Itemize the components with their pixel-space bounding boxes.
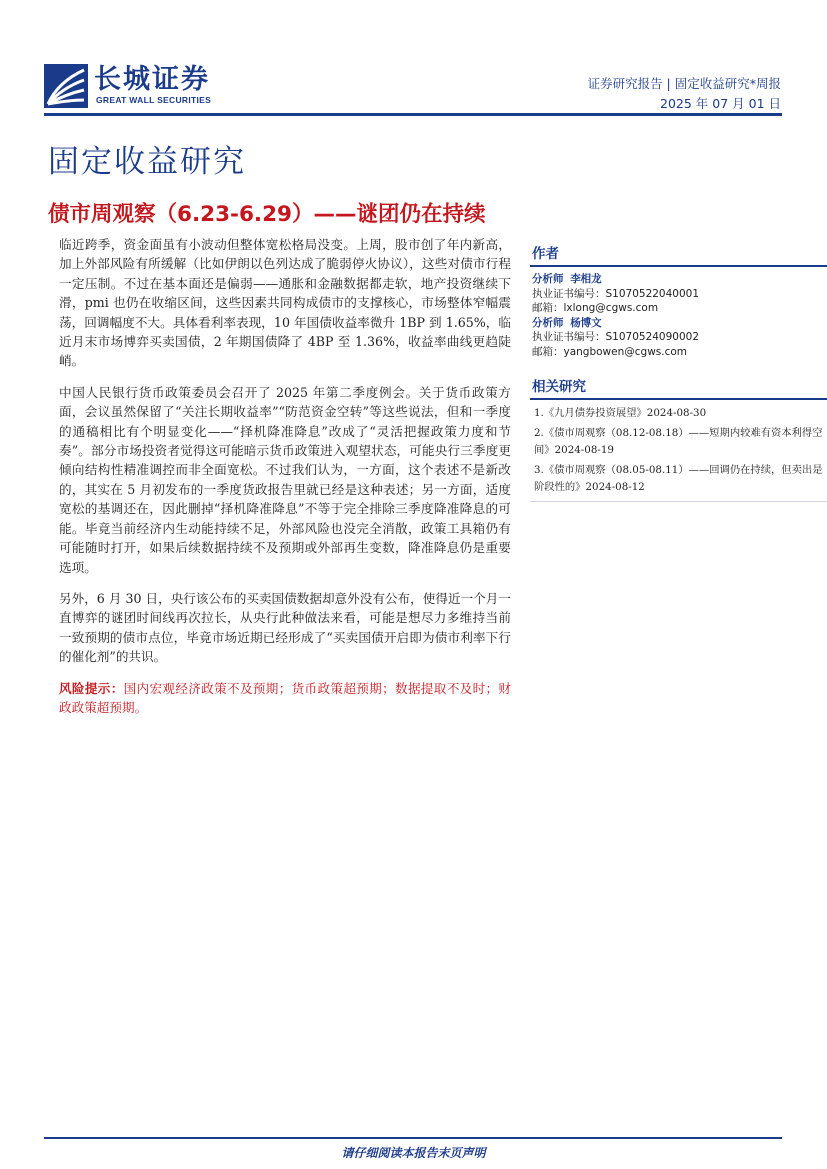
logo-english-name: GREAT WALL SECURITIES xyxy=(96,95,212,105)
risk-text: 国内宏观经济政策不及预期；货币政策超预期；数据提取不及时；财政政策超预期。 xyxy=(59,680,512,715)
related-research xyxy=(530,371,827,502)
section-title: 固定收益研究 xyxy=(48,144,246,180)
analyst-card xyxy=(530,272,827,316)
analyst-email-link[interactable]: yangbowen@cgws.com xyxy=(563,345,688,358)
cert-label: 执业证书编号： xyxy=(532,331,606,343)
risk-label: 风险提示： xyxy=(59,680,124,696)
body-paragraph-1: 临近跨季，资金面虽有小波动但整体宽松格局没变。上周，股市创了年内新高，加上外部风险有所缓解（比如伊朗以色列达成了脆弱停火协议），这些对债市行程一定压制。不过在基本面还是偏弱——通胀和金融数据都走软，地产投资继续下滑，pmi 也仍在收缩区间，这些因素共同构成债市的支撑核心，市场整体窄幅震荡，回调幅度不大。具体看利率表现，10 年国债收益率微升 1BP 到 1.65%，临近月末市场博弈买卖国债，2 年期国债降了 4BP 至 1.36%，收益率曲线更趋陡峭。 xyxy=(59,237,511,369)
report-category: 证券研究报告 | 固定收益研究*周报 xyxy=(587,76,781,91)
company-logo xyxy=(44,64,214,108)
email-label: 邮箱： xyxy=(532,345,564,358)
great-wall-logo-icon xyxy=(44,64,88,108)
header-divider xyxy=(44,113,782,116)
analyst-title: 分析师 xyxy=(532,273,564,285)
report-date: 2025 年 07 月 01 日 xyxy=(660,96,781,111)
related-report-link[interactable]: 2.《债市周观察（08.12-08.18）——短期内较难有资本利得空间》2024-08-19 xyxy=(534,427,823,456)
cert-number: S1070524090002 xyxy=(605,331,700,343)
sidebar-divider xyxy=(530,501,827,502)
body-paragraph-2: 中国人民银行货币政策委员会召开了 2025 年第二季度例会。关于货币政策方面，会议虽然保留了“关注长期收益率”“防范资金空转”等这些说法，但和一季度的通稿相比有个明显变化——“择机降准降息”改成了“灵活把握政策力度和节奏”。部分市场投资者觉得这可能暗示货币政策进入观望状态，可能央行三季度更倾向结构性精准调控而非全面宽松。不过我们认为，一方面，这个表述不是新改的，其实在 5 月初发布的一季度货政报告里就已经是这种表述；另一方面，适度宽松的基调还在，因此删掉“择机降准降息”不等于完全排除三季度降准降息的可能。毕竟当前经济内生动能持续不足，外部风险也没完全消散，政策工具箱仍有可能随时打开，如果后续数据持续不及预期或外部再生变数，降准降息仍是重要选项。 xyxy=(59,384,511,575)
analyst-card xyxy=(530,316,827,360)
risk-warning xyxy=(59,679,511,718)
analyst-name: 杨博文 xyxy=(570,316,602,329)
footer-disclaimer: 请仔细阅读本报告末页声明 xyxy=(341,1146,486,1160)
related-report-link[interactable]: 3.《债市周观察（08.05-08.11）——回调仍在持续，但卖出是阶段性的》2024-08-12 xyxy=(534,464,823,493)
analyst-name: 李相龙 xyxy=(570,273,602,285)
cert-number: S1070522040001 xyxy=(605,287,700,300)
logo-chinese-name: 长城证券 xyxy=(94,64,210,95)
report-title: 债市周观察（6.23-6.29）——谜团仍在持续 xyxy=(48,202,486,227)
analyst-title: 分析师 xyxy=(532,316,564,329)
related-report-link[interactable]: 1.《九月债券投资展望》2024-08-30 xyxy=(534,407,707,419)
report-body xyxy=(59,235,511,729)
footer-divider xyxy=(44,1137,782,1139)
authors-heading: 作者 xyxy=(530,238,827,267)
body-paragraph-3: 另外，6 月 30 日，央行该公布的买卖国债数据却意外没有公布，使得近一个月一直博弈的谜团时间线再次拉长，从央行此种做法来看，可能是想尽力多维持当前一致预期的债市点位，毕竟市场近期已经形成了“买卖国债开启即为债市利率下行的催化剂”的共识。 xyxy=(59,590,511,665)
sidebar xyxy=(530,238,827,507)
related-heading: 相关研究 xyxy=(530,371,827,400)
analyst-email-link[interactable]: lxlong@cgws.com xyxy=(563,302,659,314)
cert-label: 执业证书编号： xyxy=(532,287,606,300)
email-label: 邮箱： xyxy=(532,302,564,314)
